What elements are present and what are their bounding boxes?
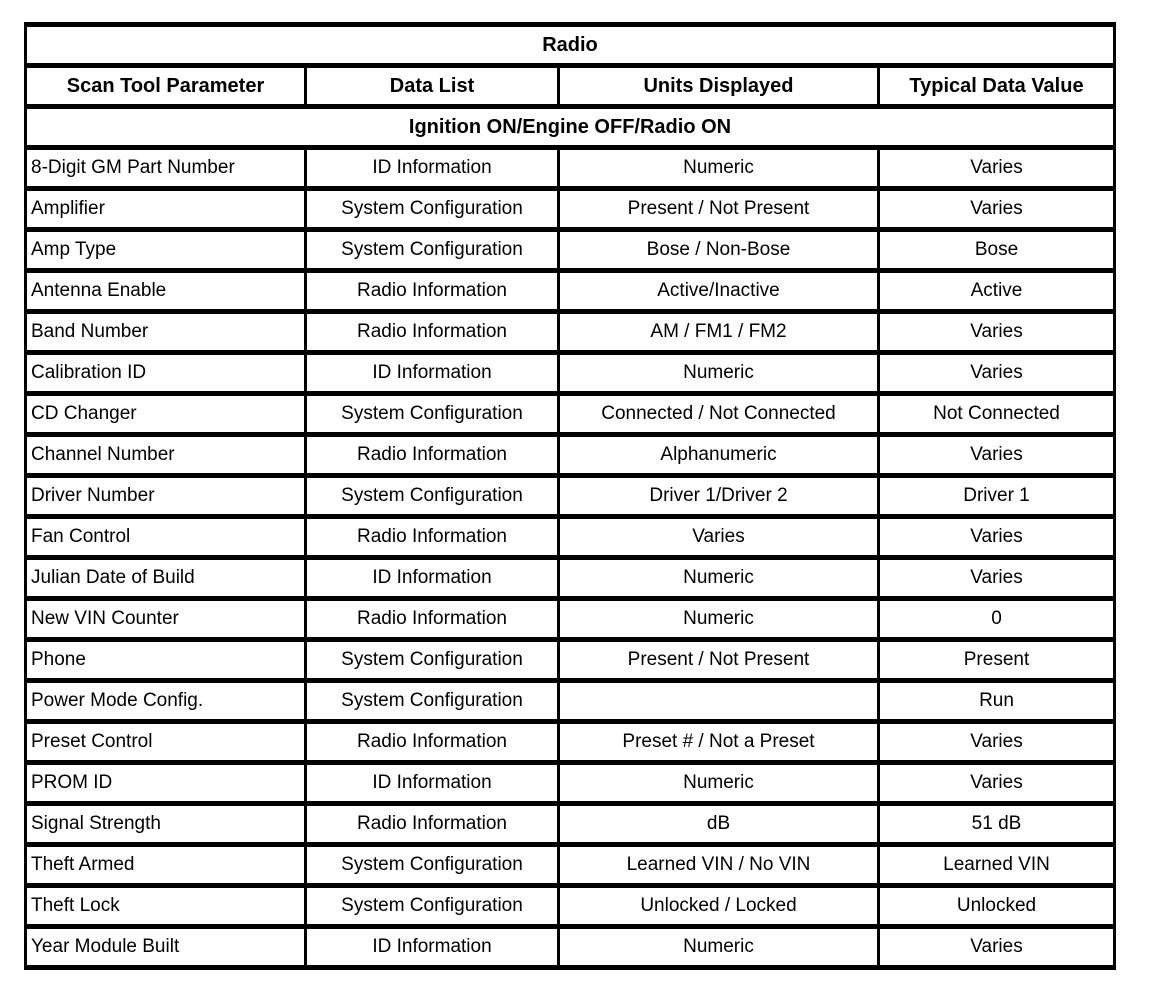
table-row xyxy=(26,230,1115,271)
table-row xyxy=(26,845,1115,886)
column-header-scan-tool-parameter: Scan Tool Parameter xyxy=(26,66,306,107)
table-row xyxy=(26,640,1115,681)
table-cell: Channel Number xyxy=(26,435,306,476)
table-cell: Power Mode Config. xyxy=(26,681,306,722)
table-cell: Driver 1/Driver 2 xyxy=(559,476,879,517)
table-cell: Learned VIN / No VIN xyxy=(559,845,879,886)
table-row xyxy=(26,435,1115,476)
table-row xyxy=(26,353,1115,394)
table-cell: Numeric xyxy=(559,599,879,640)
table-cell: Driver Number xyxy=(26,476,306,517)
table-cell: dB xyxy=(559,804,879,845)
table-cell: Varies xyxy=(879,558,1115,599)
table-cell: Preset # / Not a Preset xyxy=(559,722,879,763)
table-title: Radio xyxy=(26,25,1115,66)
table-cell: Varies xyxy=(879,312,1115,353)
table-cell: ID Information xyxy=(306,927,559,968)
table-cell: ID Information xyxy=(306,763,559,804)
table-row xyxy=(26,599,1115,640)
table-cell: ID Information xyxy=(306,148,559,189)
table-row xyxy=(26,558,1115,599)
table-cell: Radio Information xyxy=(306,517,559,558)
table-cell: Alphanumeric xyxy=(559,435,879,476)
table-row xyxy=(26,927,1115,968)
table-cell: CD Changer xyxy=(26,394,306,435)
table-row xyxy=(26,476,1115,517)
table-cell: Active xyxy=(879,271,1115,312)
table-cell: Driver 1 xyxy=(879,476,1115,517)
table-cell: 8-Digit GM Part Number xyxy=(26,148,306,189)
table-cell: Varies xyxy=(879,517,1115,558)
table-cell: Present / Not Present xyxy=(559,640,879,681)
table-cell: System Configuration xyxy=(306,886,559,927)
table-cell: Varies xyxy=(879,763,1115,804)
table-cell: Varies xyxy=(879,353,1115,394)
table-cell: Learned VIN xyxy=(879,845,1115,886)
column-header-typical-data-value: Typical Data Value xyxy=(879,66,1115,107)
table-cell: Numeric xyxy=(559,763,879,804)
table-head xyxy=(26,25,1115,148)
table-cell: System Configuration xyxy=(306,681,559,722)
table-cell: Radio Information xyxy=(306,722,559,763)
table-cell: Present / Not Present xyxy=(559,189,879,230)
section-header-row xyxy=(26,107,1115,148)
table-cell: Calibration ID xyxy=(26,353,306,394)
table-cell: Varies xyxy=(879,927,1115,968)
table-cell: Varies xyxy=(879,435,1115,476)
table-cell: Amp Type xyxy=(26,230,306,271)
table-row xyxy=(26,681,1115,722)
table-row xyxy=(26,394,1115,435)
table-cell: Signal Strength xyxy=(26,804,306,845)
table-row xyxy=(26,804,1115,845)
table-cell: Bose xyxy=(879,230,1115,271)
column-header-data-list: Data List xyxy=(306,66,559,107)
table-cell: Numeric xyxy=(559,353,879,394)
table-cell: Preset Control xyxy=(26,722,306,763)
table-row xyxy=(26,886,1115,927)
radio-scan-data-table xyxy=(24,22,1116,970)
table-cell: Varies xyxy=(559,517,879,558)
table-cell xyxy=(559,681,879,722)
table-cell: PROM ID xyxy=(26,763,306,804)
table-cell: Radio Information xyxy=(306,312,559,353)
table-cell: Radio Information xyxy=(306,599,559,640)
table-row xyxy=(26,517,1115,558)
table-cell: AM / FM1 / FM2 xyxy=(559,312,879,353)
table-cell: Present xyxy=(879,640,1115,681)
table-cell: Numeric xyxy=(559,558,879,599)
table-cell: 51 dB xyxy=(879,804,1115,845)
table-body xyxy=(26,148,1115,968)
table-row xyxy=(26,763,1115,804)
column-header-units-displayed: Units Displayed xyxy=(559,66,879,107)
table-cell: Radio Information xyxy=(306,435,559,476)
table-cell: System Configuration xyxy=(306,845,559,886)
table-cell: Numeric xyxy=(559,927,879,968)
table-cell: Unlocked xyxy=(879,886,1115,927)
table-cell: Unlocked / Locked xyxy=(559,886,879,927)
table-cell: Theft Lock xyxy=(26,886,306,927)
table-cell: 0 xyxy=(879,599,1115,640)
table-cell: Varies xyxy=(879,189,1115,230)
table-cell: System Configuration xyxy=(306,230,559,271)
column-header-row xyxy=(26,66,1115,107)
table-row xyxy=(26,271,1115,312)
table-cell: ID Information xyxy=(306,353,559,394)
table-cell: System Configuration xyxy=(306,189,559,230)
table-row xyxy=(26,722,1115,763)
table-cell: Band Number xyxy=(26,312,306,353)
table-row xyxy=(26,189,1115,230)
table-title-row xyxy=(26,25,1115,66)
table-cell: Antenna Enable xyxy=(26,271,306,312)
table-cell: Amplifier xyxy=(26,189,306,230)
table-cell: Theft Armed xyxy=(26,845,306,886)
table-cell: Connected / Not Connected xyxy=(559,394,879,435)
table-cell: Radio Information xyxy=(306,271,559,312)
table-cell: ID Information xyxy=(306,558,559,599)
table-cell: Run xyxy=(879,681,1115,722)
table-cell: Varies xyxy=(879,722,1115,763)
table-cell: Radio Information xyxy=(306,804,559,845)
table-cell: Varies xyxy=(879,148,1115,189)
table-row xyxy=(26,312,1115,353)
table-cell: System Configuration xyxy=(306,394,559,435)
table-cell: System Configuration xyxy=(306,476,559,517)
table-cell: System Configuration xyxy=(306,640,559,681)
section-header: Ignition ON/Engine OFF/Radio ON xyxy=(26,107,1115,148)
table-cell: New VIN Counter xyxy=(26,599,306,640)
table-cell: Bose / Non-Bose xyxy=(559,230,879,271)
table-cell: Julian Date of Build xyxy=(26,558,306,599)
table-cell: Active/Inactive xyxy=(559,271,879,312)
table-cell: Year Module Built xyxy=(26,927,306,968)
table-row xyxy=(26,148,1115,189)
table-cell: Phone xyxy=(26,640,306,681)
table-cell: Not Connected xyxy=(879,394,1115,435)
table-cell: Numeric xyxy=(559,148,879,189)
table-cell: Fan Control xyxy=(26,517,306,558)
